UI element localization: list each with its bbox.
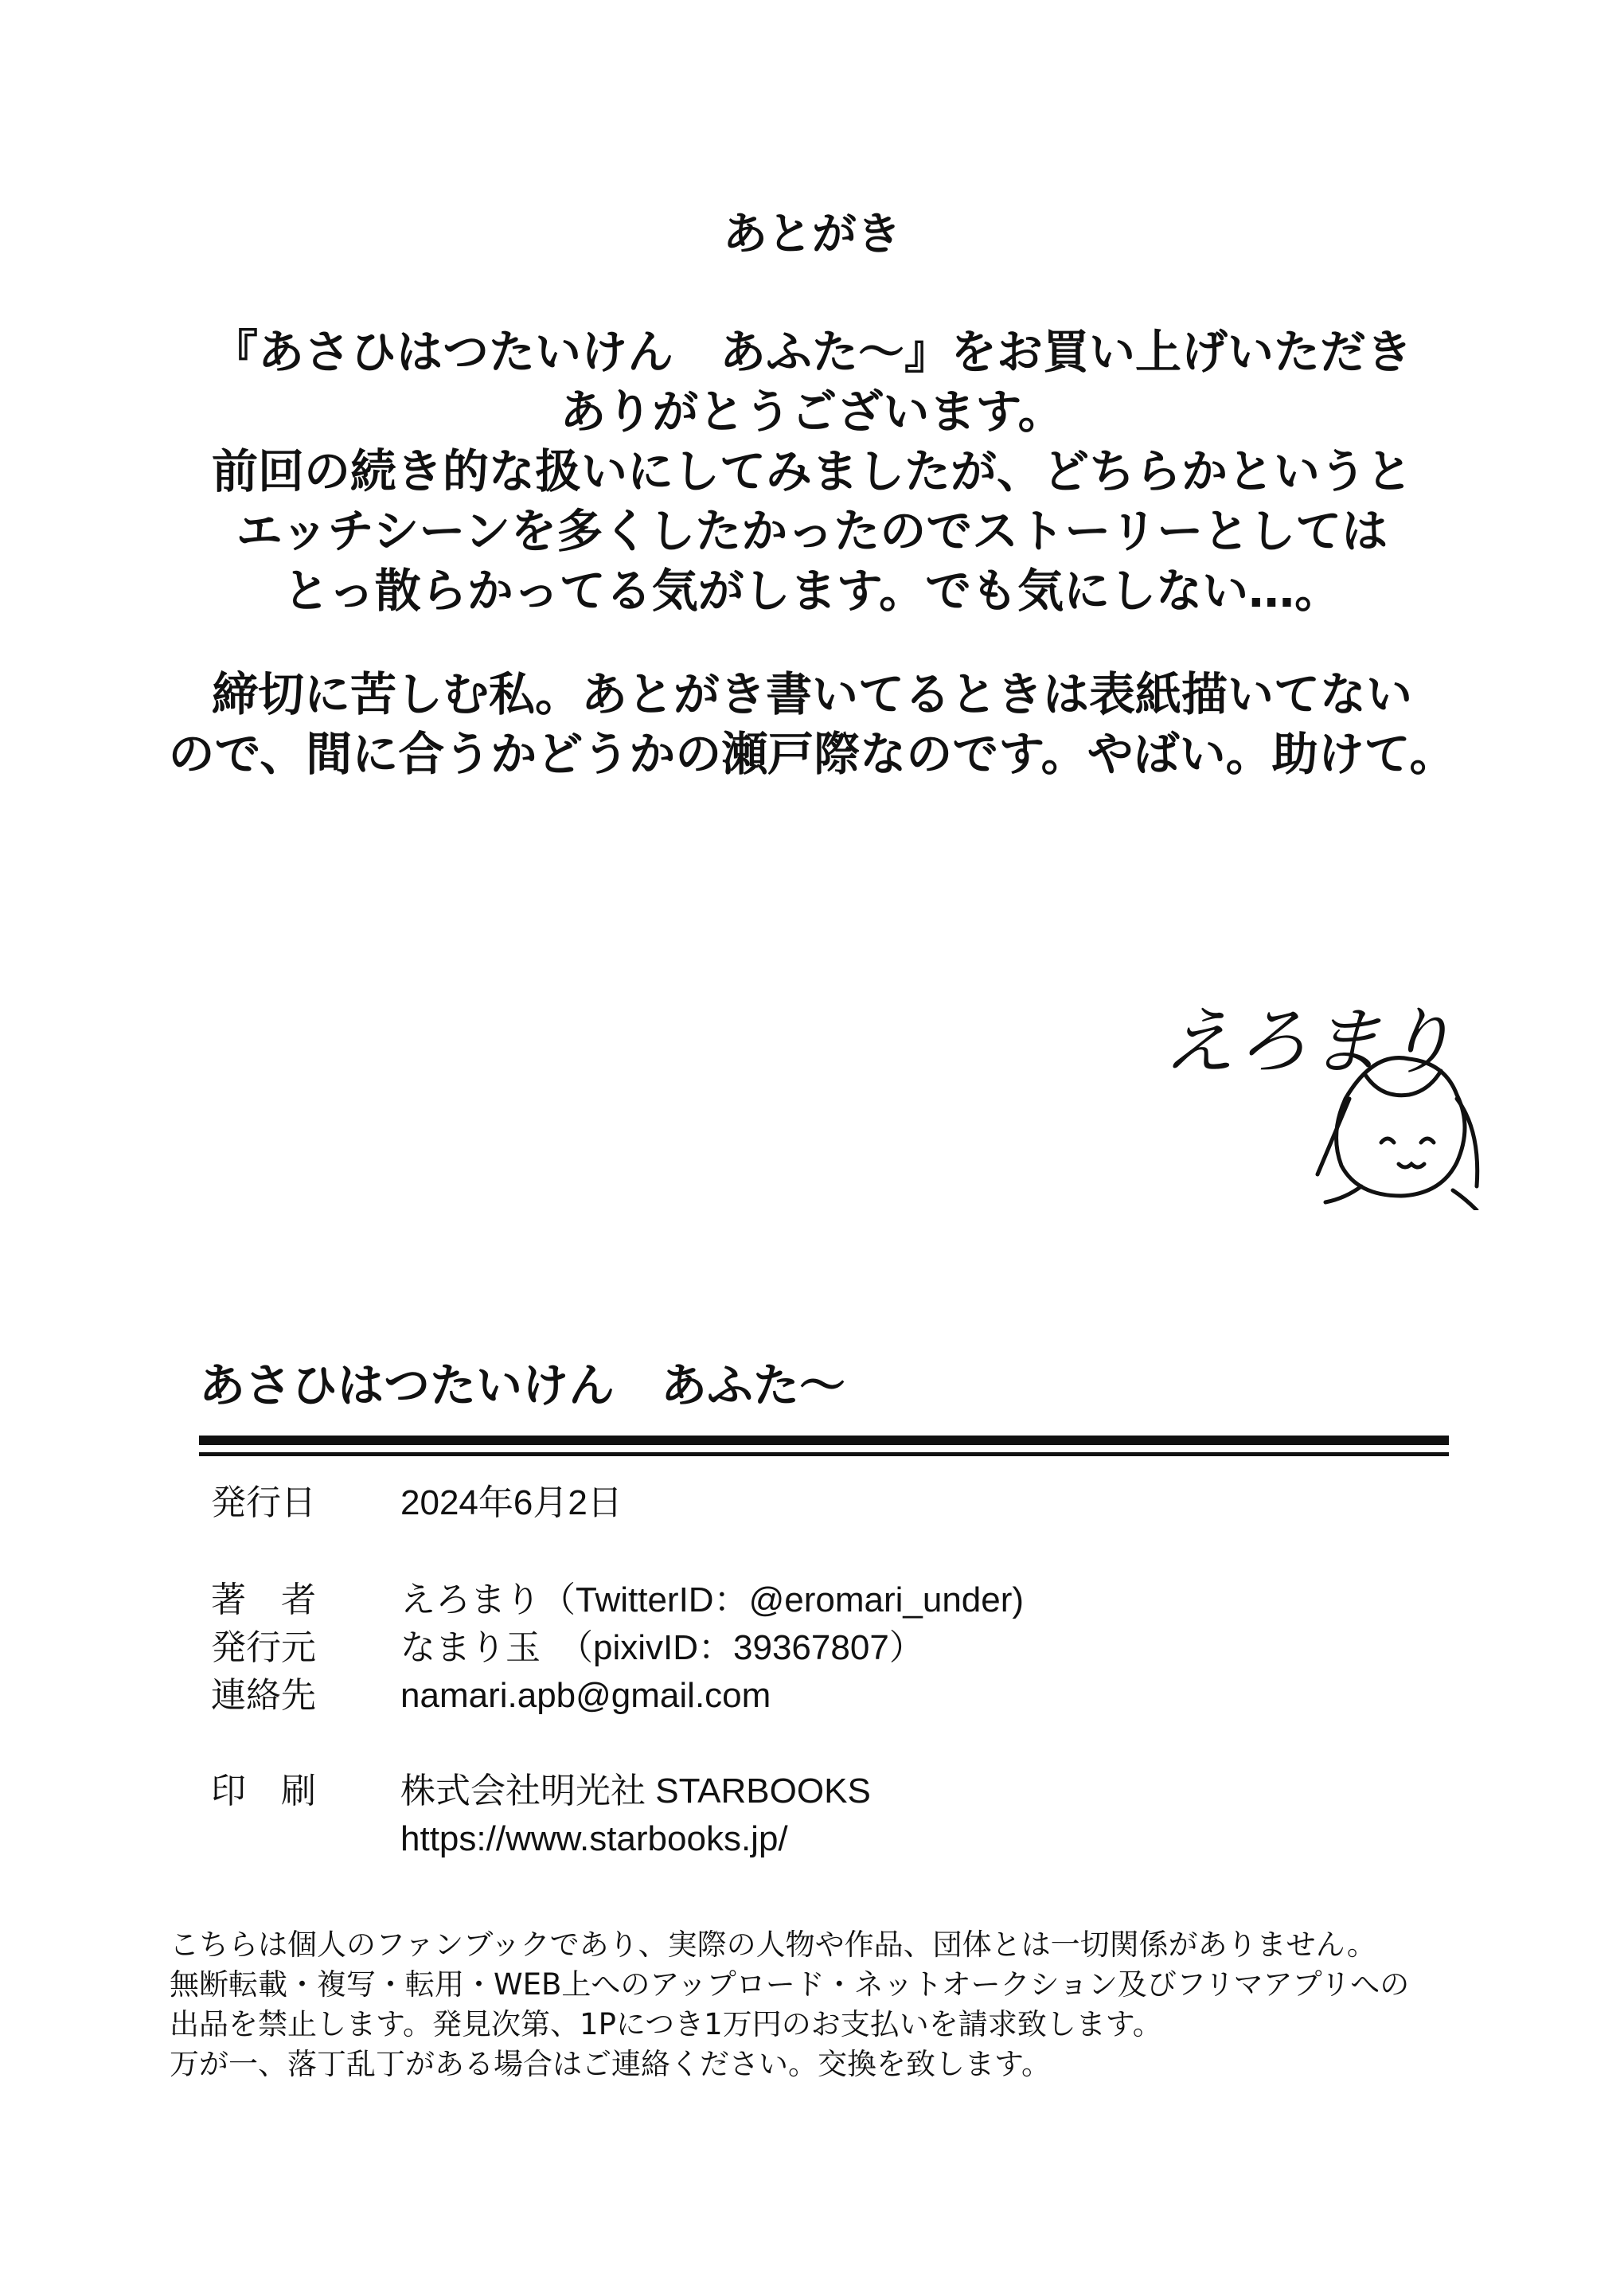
afterword-line: ありがとうございます。 — [560, 385, 1064, 439]
print-label: 印 刷 — [211, 1771, 316, 1811]
afterword-line: エッチシーンを多くしたかったのでストーリーとしては — [236, 504, 1388, 558]
colophon-rule-thick — [199, 1436, 1449, 1445]
publisher-label: 発行元 — [211, 1627, 316, 1668]
signature-drawing — [1162, 979, 1497, 1210]
afterword-line: ので、間に合うかどうかの瀬戸際なのです。やばい。助けて。 — [168, 727, 1456, 781]
legal-notes — [170, 1925, 1409, 2084]
legal-note-line: 無断転載・複写・転用・WEB上へのアップロード・ネットオークション及びフリマアプリへの — [170, 1967, 1410, 2002]
colophon-rule-thin — [199, 1452, 1449, 1456]
author-value: えろまり（TwitterID：@eromari_under) — [400, 1580, 1025, 1619]
afterword-title: あとがき — [723, 209, 901, 260]
afterword-paragraph-1 — [127, 322, 1497, 621]
print-value: 株式会社明光社 STARBOOKS — [400, 1772, 871, 1811]
afterword-line: 締切に苦しむ私。あとがき書いてるときは表紙描いてない — [211, 667, 1412, 721]
contact-email: namari.apb@gmail.com — [400, 1676, 771, 1715]
signature-text: えろまり — [1162, 999, 1456, 1084]
author-signature — [1162, 979, 1497, 1210]
contact-label: 連絡先 — [211, 1675, 316, 1716]
date-label: 発行日 — [211, 1482, 316, 1523]
legal-note-line: 万が一、落丁乱丁がある場合はご連絡ください。交換を致します。 — [170, 2047, 1052, 2081]
afterword-line: 前回の続き的な扱いにしてみましたが、どちらかというと — [211, 444, 1412, 498]
print-url: https://www.starbooks.jp/ — [400, 1819, 788, 1858]
publisher-value: なまり玉 （pixivID：39367807） — [400, 1628, 924, 1667]
afterword-line: 『あさひはつたいけん あふた～』をお買い上げいただき — [211, 325, 1412, 379]
legal-note-line: 出品を禁止します。発見次第、1Pにつき1万円のお支払いを請求致します。 — [170, 2007, 1162, 2041]
colophon-title: あさひはつたいけん あふた～ — [199, 1358, 846, 1412]
date-value: 2024年6月2日 — [400, 1483, 623, 1522]
legal-note-line: こちらは個人のファンブックであり、実際の人物や作品、団体とは一切関係がありません。 — [170, 1928, 1376, 1962]
afterword-paragraph-2 — [127, 665, 1497, 784]
author-label: 著 者 — [211, 1580, 316, 1620]
afterword-line: とっ散らかってる気がします。でも気にしない…。 — [283, 564, 1341, 618]
